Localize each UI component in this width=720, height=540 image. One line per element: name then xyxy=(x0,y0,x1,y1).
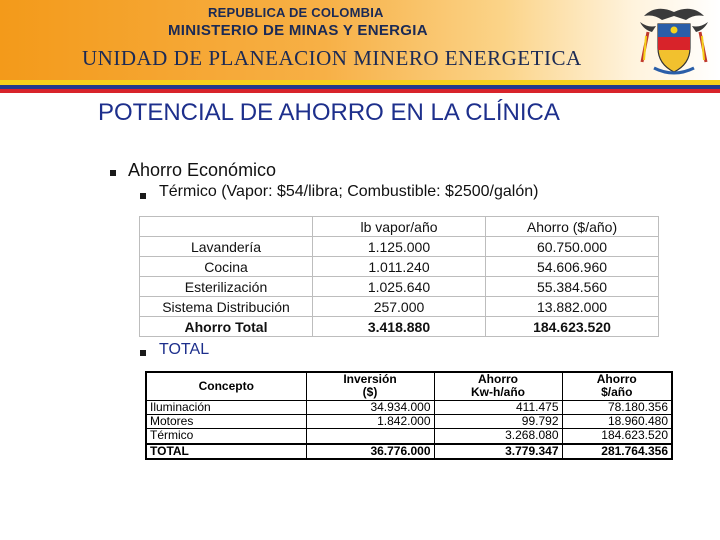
table-total-row xyxy=(146,444,672,459)
bullet-termico: Térmico (Vapor: $54/libra; Combustible: $2500/galón) xyxy=(159,183,539,200)
row-value: 3.418.880 xyxy=(313,317,486,337)
thermal-savings-table xyxy=(139,216,659,337)
flag-stripe-red xyxy=(0,89,720,93)
row-value: 34.934.000 xyxy=(306,400,434,414)
row-value: 1.025.640 xyxy=(313,277,486,297)
bullet-marker xyxy=(110,170,116,176)
table-total-row xyxy=(140,317,659,337)
table-row xyxy=(140,297,659,317)
table-header-row xyxy=(146,372,672,400)
table-row xyxy=(146,400,672,414)
table-header-row xyxy=(140,217,659,237)
row-value: 1.011.240 xyxy=(313,257,486,277)
row-label: Cocina xyxy=(140,257,313,277)
header-cell: Ahorro $/año xyxy=(562,372,672,400)
header-cell: Ahorro Kw-h/año xyxy=(434,372,562,400)
table-row xyxy=(146,429,672,444)
row-value: 3.779.347 xyxy=(434,444,562,459)
header-ministry: MINISTERIO DE MINAS Y ENERGIA xyxy=(168,22,428,39)
header-banner xyxy=(0,0,720,80)
row-label: Iluminación xyxy=(146,400,306,414)
row-value: 55.384.560 xyxy=(486,277,659,297)
row-value: 60.750.000 xyxy=(486,237,659,257)
header-cell: Concepto xyxy=(146,372,306,400)
row-value: 78.180.356 xyxy=(562,400,672,414)
row-value: 18.960.480 xyxy=(562,414,672,428)
table-row xyxy=(146,414,672,428)
row-value xyxy=(306,429,434,444)
table-row xyxy=(140,257,659,277)
row-value: 411.475 xyxy=(434,400,562,414)
header-cell: Ahorro ($/año) xyxy=(486,217,659,237)
bullet-ahorro-economico: Ahorro Económico xyxy=(128,160,277,180)
row-label: Térmico xyxy=(146,429,306,444)
header-cell: Inversión ($) xyxy=(306,372,434,400)
row-label: Ahorro Total xyxy=(140,317,313,337)
bullet-marker xyxy=(140,193,146,199)
row-value: 184.623.520 xyxy=(486,317,659,337)
table-row xyxy=(140,277,659,297)
header-unit: UNIDAD DE PLANEACION MINERO ENERGETICA xyxy=(82,46,582,70)
row-value: 13.882.000 xyxy=(486,297,659,317)
header-republic: REPUBLICA DE COLOMBIA xyxy=(208,5,384,20)
row-value: 3.268.080 xyxy=(434,429,562,444)
row-label: Motores xyxy=(146,414,306,428)
bullet-total: TOTAL xyxy=(159,341,210,358)
row-label: Esterilización xyxy=(140,277,313,297)
row-label: TOTAL xyxy=(146,444,306,459)
slide-title: POTENCIAL DE AHORRO EN LA CLÍNICA xyxy=(98,99,560,126)
row-value: 54.606.960 xyxy=(486,257,659,277)
row-value: 257.000 xyxy=(313,297,486,317)
coat-of-arms-icon xyxy=(634,2,714,78)
row-label: Lavandería xyxy=(140,237,313,257)
table-row xyxy=(140,237,659,257)
row-value: 1.125.000 xyxy=(313,237,486,257)
header-cell: lb vapor/año xyxy=(313,217,486,237)
row-value: 1.842.000 xyxy=(306,414,434,428)
row-value: 99.792 xyxy=(434,414,562,428)
row-label: Sistema Distribución xyxy=(140,297,313,317)
total-savings-table xyxy=(145,371,673,460)
header-cell xyxy=(140,217,313,237)
bullet-marker xyxy=(140,350,146,356)
row-value: 36.776.000 xyxy=(306,444,434,459)
row-value: 184.623.520 xyxy=(562,429,672,444)
row-value: 281.764.356 xyxy=(562,444,672,459)
